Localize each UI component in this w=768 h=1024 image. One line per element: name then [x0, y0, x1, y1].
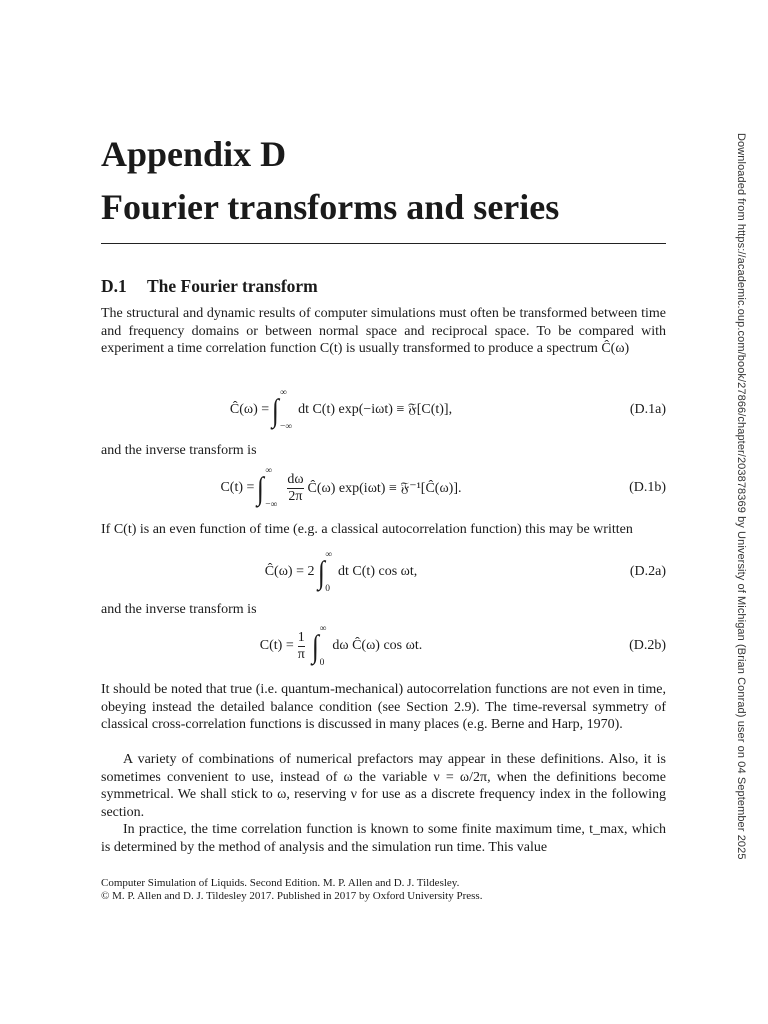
- eq-rhs: dω Ĉ(ω) cos ωt.: [332, 638, 423, 653]
- equation-label: (D.2b): [629, 638, 666, 653]
- eq-lhs: C(t) =: [220, 480, 255, 495]
- paragraph-quantum: It should be noted that true (i.e. quantum-mechanical) autocorrelation functions are not even in time, obeying instead the detailed balance condition (see Section 2.9). The time-reversal symmetry of classical cross-correlation functions is discussed in many places (e.g. Berne and Harp, 1970).: [101, 682, 666, 732]
- integral-sign-icon: ∫: [257, 470, 265, 506]
- equation-d2a: [101, 550, 666, 594]
- upper-limit: ∞: [319, 624, 327, 634]
- fraction-numerator: 1: [297, 629, 305, 645]
- fraction-denominator: 2π: [288, 488, 303, 504]
- fraction: [298, 630, 305, 663]
- upper-limit: ∞: [325, 550, 333, 560]
- title-divider: [101, 243, 666, 244]
- download-note-text: Downloaded from https://academic.oup.com/book/27866/chapter/203878369 by University of Michigan (Brian Conrad) user on 04 September 2025: [735, 133, 747, 860]
- fraction: [287, 472, 303, 505]
- integral-limits: [320, 624, 327, 668]
- section-number: D.1: [101, 276, 127, 296]
- equation-label: (D.2a): [629, 564, 666, 579]
- lower-limit: 0: [325, 584, 331, 594]
- equation-label: (D.1b): [629, 480, 666, 495]
- appendix-title: Fourier transforms and series: [101, 187, 560, 227]
- paragraph-intro: The structural and dynamic results of computer simulations must often be transformed between time and frequency domains or between normal space and reciprocal space. To be compared with experiment a time correlation function C(t) is usually transformed to produce a spectrum Ĉ(ω): [101, 306, 666, 356]
- integral-limits: [325, 550, 332, 594]
- appendix-label: Appendix D: [101, 134, 287, 174]
- section-title: The Fourier transform: [147, 276, 318, 296]
- paragraph-practice: In practice, the time correlation function is known to some finite maximum time, t_max, which is determined by the method of analysis and the simulation run time. This value: [101, 822, 666, 855]
- footer-copyright: © M. P. Allen and D. J. Tildesley 2017. Published in 2017 by Oxford University Press.: [101, 890, 483, 902]
- section-heading: [101, 276, 318, 297]
- paragraph-even-function: If C(t) is an even function of time (e.g. a classical autocorrelation function) this may be written: [101, 522, 633, 537]
- integral-limits: [280, 388, 292, 432]
- integral-sign-icon: ∫: [272, 392, 280, 428]
- eq-rhs: dt C(t) exp(−iωt) ≡ 𝔉[C(t)],: [298, 402, 453, 417]
- footer-citation: Computer Simulation of Liquids. Second Edition. M. P. Allen and D. J. Tildesley.: [101, 877, 460, 889]
- eq-rhs: Ĉ(ω) exp(iωt) ≡ 𝔉⁻¹[Ĉ(ω)].: [307, 480, 462, 496]
- integral-sign-icon: ∫: [317, 554, 325, 590]
- eq-lhs: C(t) =: [259, 638, 294, 653]
- eq-lhs: Ĉ(ω) =: [229, 402, 270, 417]
- fraction-numerator: dω: [287, 471, 304, 487]
- paragraph-inverse-2: and the inverse transform is: [101, 602, 257, 617]
- equation-d1b: [101, 466, 666, 510]
- upper-limit: ∞: [265, 466, 272, 476]
- eq-rhs: dt C(t) cos ωt,: [338, 564, 418, 579]
- equation-d2b: [101, 624, 666, 668]
- integral-limits: [265, 466, 277, 510]
- lower-limit: −∞: [279, 422, 293, 432]
- lower-limit: −∞: [265, 500, 278, 510]
- equation-label: (D.1a): [629, 402, 666, 417]
- paragraph-prefactors: A variety of combinations of numerical prefactors may appear in these definitions. Also, it is sometimes convenient to use, instead of ω the variable ν = ω/2π, when the definitions become symmetrical. We shall stick to ω, reserving ν for use as a discrete frequency index in the following section.: [101, 752, 666, 820]
- equation-d1a: [101, 388, 666, 432]
- eq-lhs: Ĉ(ω) = 2: [264, 564, 315, 579]
- upper-limit: ∞: [279, 388, 287, 398]
- lower-limit: 0: [319, 658, 325, 668]
- download-margin-note: [729, 133, 749, 893]
- paragraph-inverse-1: and the inverse transform is: [101, 443, 257, 458]
- fraction-denominator: π: [297, 646, 305, 662]
- integral-sign-icon: ∫: [311, 628, 319, 664]
